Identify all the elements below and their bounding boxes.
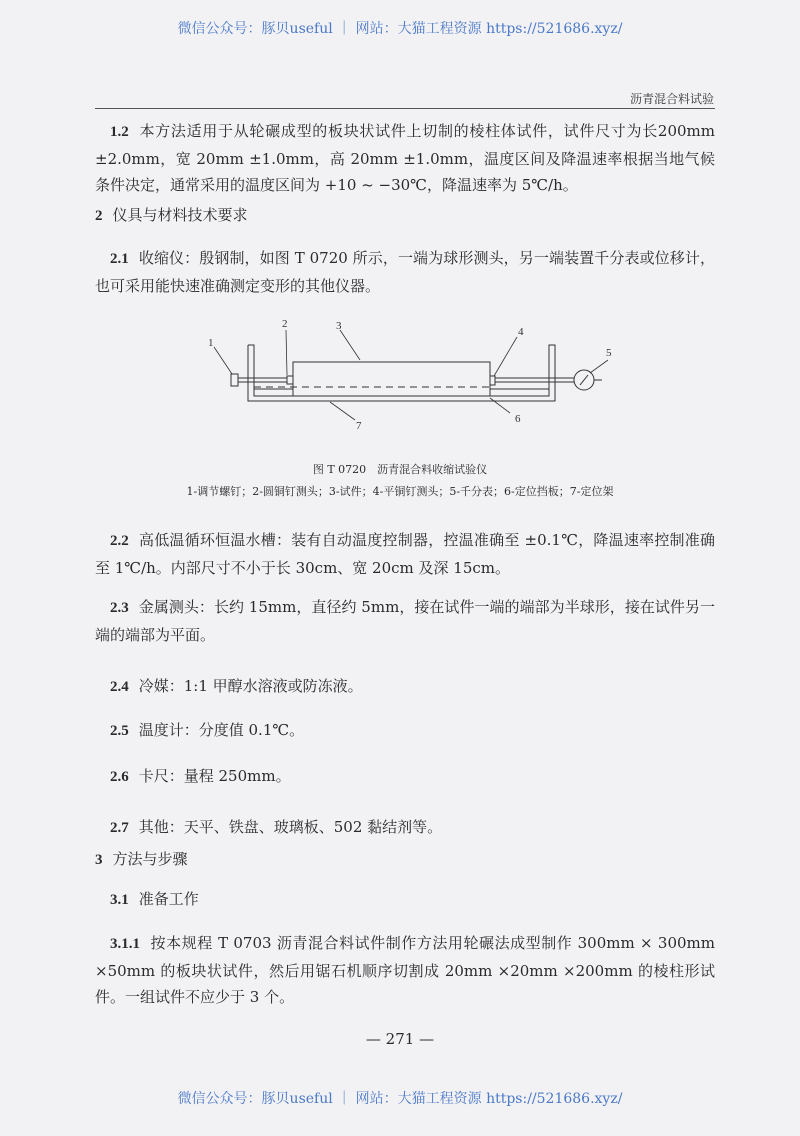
label-7: 7 xyxy=(356,420,362,432)
section-number: 1.2 xyxy=(110,124,129,140)
section-number: 2.3 xyxy=(110,600,129,616)
section-text: 冷媒：1:1 甲醇水溶液或防冻液。 xyxy=(138,677,363,695)
watermark-bottom: 微信公众号：豚贝useful ｜ 网站：大猫工程资源 https://521686.xyz/ xyxy=(177,1091,623,1107)
section-2-5 xyxy=(95,717,715,745)
label-3: 3 xyxy=(336,320,342,332)
section-3-1-1 xyxy=(95,930,715,1011)
section-text: 按本规程 T 0703 沥青混合料试件制作方法用轮碾法成型制作 300mm × 300mm ×50mm 的板块状试件，然后用锯石机顺序切割成 20mm ×20mm ×200mm 的棱柱形试件。一组试件不应少于 3 个。 xyxy=(95,934,715,1006)
section-3-heading xyxy=(95,846,715,874)
section-number: 3.1.1 xyxy=(110,936,140,952)
section-text: 其他：天平、铁盘、玻璃板、502 黏结剂等。 xyxy=(138,818,443,836)
section-2-2 xyxy=(95,527,715,581)
section-number: 3.1 xyxy=(110,892,129,908)
section-2-4 xyxy=(95,673,715,701)
section-text: 本方法适用于从轮碾成型的板块状试件上切制的棱柱体试件，试件尺寸为长200mm ±2.0mm，宽 20mm ±1.0mm，高 20mm ±1.0mm，温度区间及降温速率根据当地气候条件决定，通常采用的温度区间为 +10 ~ −30℃，降温速率为 5℃/h。 xyxy=(95,122,715,194)
running-header: 沥青混合料试验 xyxy=(629,92,714,106)
frame xyxy=(248,345,555,401)
section-2-1 xyxy=(95,245,715,299)
watermark-top: 微信公众号：豚贝useful ｜ 网站：大猫工程资源 https://521686.xyz/ xyxy=(177,21,623,37)
section-number: 2.2 xyxy=(110,533,129,549)
section-text: 金属测头：长约 15mm，直径约 5mm，接在试件一端的端部为半球形，接在试件另一端的端部为平面。 xyxy=(95,598,715,644)
section-text: 方法与步骤 xyxy=(112,850,188,868)
flat-probe xyxy=(490,376,495,385)
section-text: 准备工作 xyxy=(138,890,199,908)
label-4: 4 xyxy=(518,326,524,338)
section-number: 2.6 xyxy=(110,769,129,785)
section-text: 高低温循环恒温水槽：装有自动温度控制器，控温准确至 ±0.1℃，降温速率控制准确至 1℃/h。内部尺寸不小于长 30cm、宽 20cm 及深 15cm。 xyxy=(95,531,715,577)
section-text: 卡尺：量程 250mm。 xyxy=(138,767,291,785)
round-probe xyxy=(287,376,293,384)
section-number: 2.7 xyxy=(110,820,129,836)
figure-legend: 1-调节螺钉；2-圆铜钉测头；3-试件；4-平铜钉测头；5-千分表；6-定位挡板；7-定位架 xyxy=(186,485,614,498)
section-number: 2.4 xyxy=(110,679,129,695)
section-number: 2.5 xyxy=(110,723,129,739)
label-2: 2 xyxy=(282,318,288,330)
section-1-2 xyxy=(95,118,715,199)
section-number: 2.1 xyxy=(110,251,129,267)
label-5: 5 xyxy=(606,347,612,359)
page-number: — 271 — xyxy=(365,1030,435,1048)
section-text: 收缩仪：殷钢制，如图 T 0720 所示，一端为球形测头，另一端装置千分表或位移计，也可采用能快速准确测定变形的其他仪器。 xyxy=(95,249,715,295)
section-text: 仪具与材料技术要求 xyxy=(112,206,248,224)
specimen xyxy=(293,362,490,396)
figure-caption: 图 T 0720 沥青混合料收缩试验仪 xyxy=(312,463,488,476)
section-2-7 xyxy=(95,814,715,842)
section-2-3 xyxy=(95,594,715,648)
section-number: 2 xyxy=(95,208,103,224)
section-number: 3 xyxy=(95,852,103,868)
label-6: 6 xyxy=(515,413,521,425)
section-2-6 xyxy=(95,763,715,791)
section-text: 温度计：分度值 0.1℃。 xyxy=(138,721,305,739)
section-3-1 xyxy=(95,886,715,914)
label-1: 1 xyxy=(208,337,214,349)
header-rule xyxy=(95,108,715,109)
shrinkage-apparatus-diagram xyxy=(0,300,800,450)
section-2-heading xyxy=(95,202,715,230)
adjust-screw xyxy=(231,374,238,386)
